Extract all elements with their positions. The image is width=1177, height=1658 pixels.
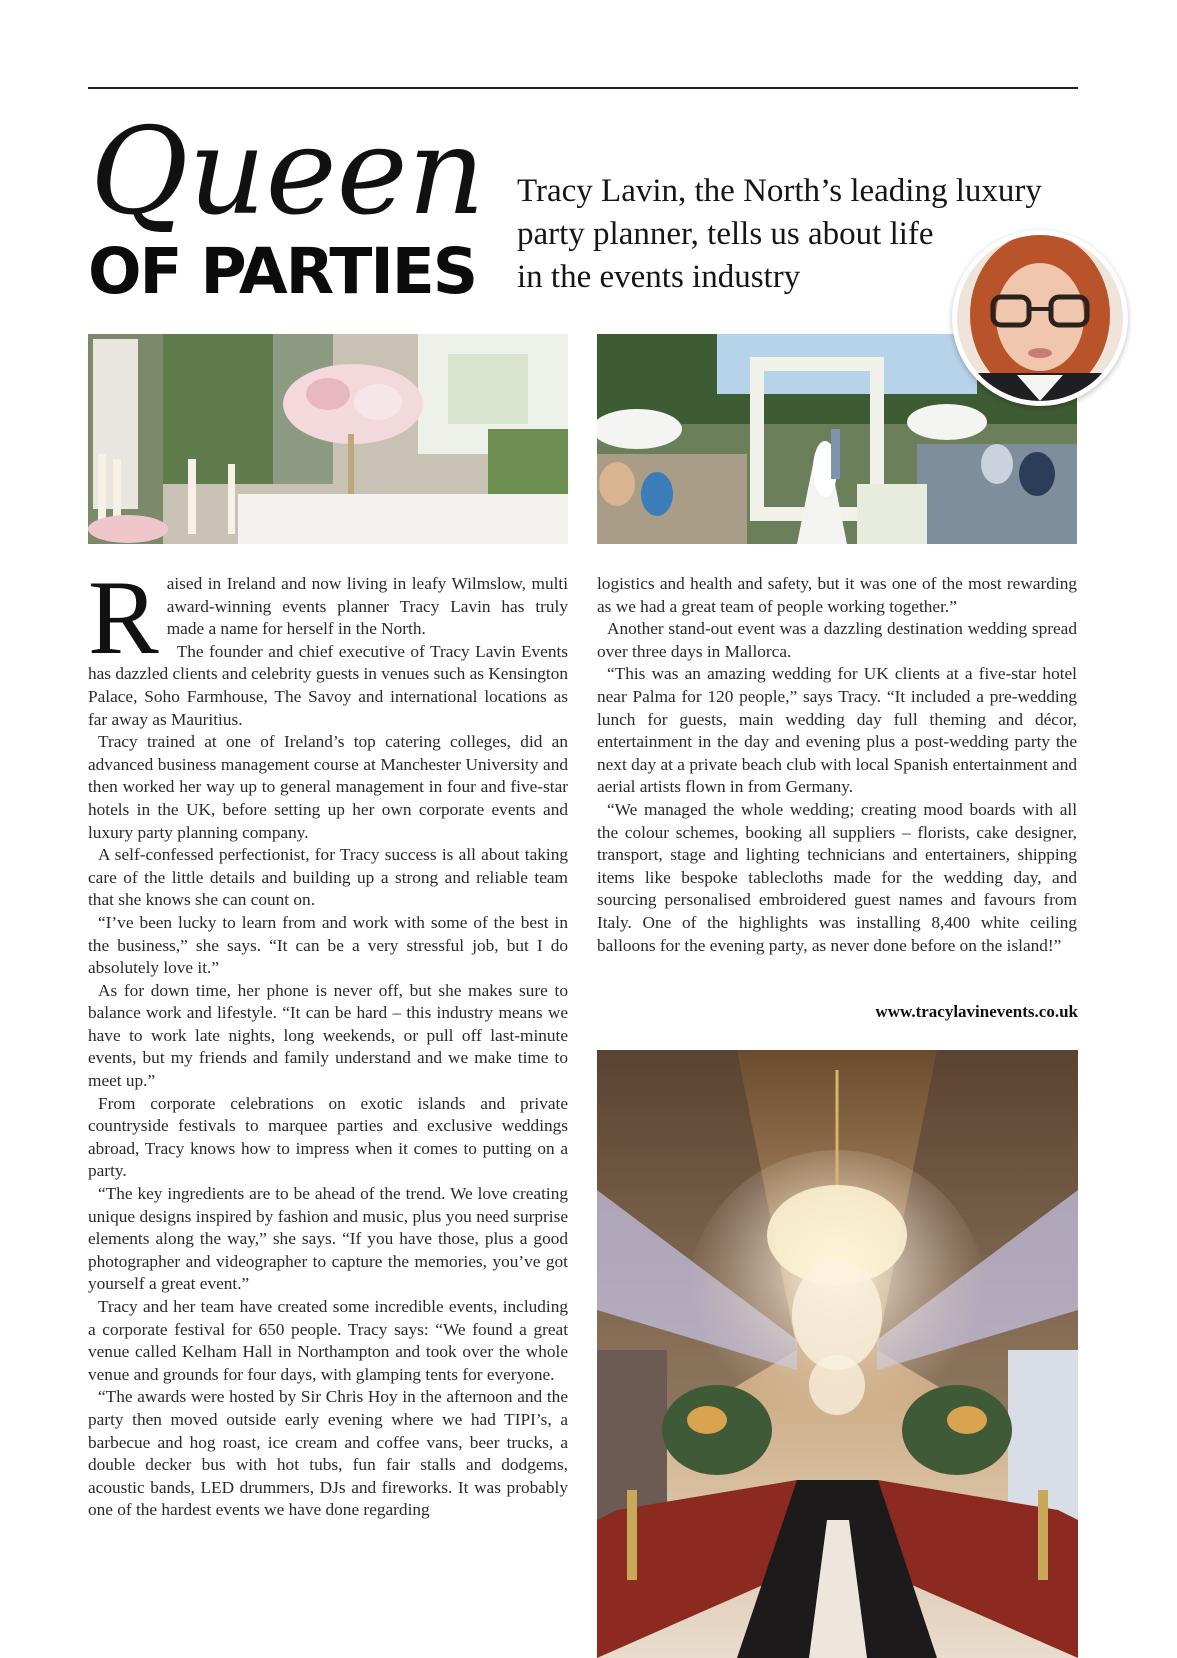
ballroom-photo — [597, 1050, 1078, 1658]
page-title: OF PARTIES — [88, 235, 477, 308]
article-column-right — [597, 573, 1077, 957]
article-paragraph: logistics and health and safety, but it was one of the most rewarding as we had a great team of people working together.” — [597, 574, 1077, 616]
table-setting-photo — [88, 334, 568, 544]
drop-cap: R — [88, 559, 159, 676]
article-paragraph: Tracy trained at one of Ireland’s top catering colleges, did an advanced business management course at Manchester University and then worked her way up to general management in four and five-star hotels in the UK, before setting up her own corporate events and luxury party planning company. — [88, 732, 568, 842]
article-paragraph: A self-confessed perfectionist, for Tracy success is all about taking care of the little details and building up a strong and reliable team that she knows she can count on. — [88, 845, 568, 910]
top-rule — [88, 87, 1078, 89]
article-paragraph: From corporate celebrations on exotic islands and private countryside festivals to marquee parties and exclusive weddings abroad, Tracy knows how to impress when it comes to putting on a party. — [88, 1093, 568, 1181]
table-setting-illustration — [88, 334, 568, 544]
article-paragraph: “We managed the whole wedding; creating mood boards with all the colour schemes, booking all suppliers – florists, cake designer, transport, stage and lighting technicians and entertainers, shipping items like bespoke tablecloths made for the wedding day, and sourcing personalised embroidered guest names and favours from Italy. One of the highlights was installing 8,400 white ceiling balloons for the evening party, as never done before on the island!” — [597, 799, 1077, 955]
article-paragraph: Another stand-out event was a dazzling destination wedding spread over three days in Mallorca. — [597, 619, 1077, 661]
article-paragraph: Tracy and her team have created some incredible events, including a corporate festival for 650 people. Tracy says: “We found a great venue called Kelham Hall in Northampton and took over the whole venue and grounds for four days, with glamping tents for everyone. — [88, 1297, 568, 1384]
article-paragraph: “I’ve been lucky to learn from and work with some of the best in the business,” she says. “It can be a very stressful job, but I do absolutely love it.” — [88, 912, 568, 978]
article-paragraph: “The awards were hosted by Sir Chris Hoy in the afternoon and the party then moved outside early evening where we had TIPI’s, a barbecue and hog roast, ice cream and coffee vans, beer trucks, a double decker bus with hot tubs, fun fair stalls and dodgems, acoustic bands, LED drummers, DJs and fireworks. It was probably one of the hardest events we have done regarding — [88, 1387, 568, 1520]
article-column-left — [88, 559, 568, 1522]
ballroom-illustration — [597, 1050, 1078, 1658]
strapline-line: Tracy Lavin, the North’s leading luxury — [517, 173, 1042, 209]
article-paragraph: “This was an amazing wedding for UK clients at a five-star hotel near Palma for 120 people,” says Tracy. “It included a pre-wedding lunch for guests, main wedding day full theming and décor, entertainment in the day and evening plus a post-wedding party the next day at a private beach club with local Spanish entertainment and aerial artists flown in from Germany. — [597, 664, 1077, 797]
portrait-illustration — [957, 235, 1123, 401]
article-paragraph: The founder and chief executive of Tracy Lavin Events has dazzled clients and celebrity guests in venues such as Kensington Palace, Soho Farmhouse, The Savoy and international locations as far away as Mauritius. — [88, 641, 568, 729]
article-paragraph: Raised in Ireland and now living in leafy Wilmslow, multi award-winning events planner Tracy Lavin has truly made a name for herself in the North. — [88, 559, 568, 676]
article-paragraph: As for down time, her phone is never off, but she makes sure to balance work and lifestyle. “It can be hard – this industry means we have to work late nights, long weekends, or pull off last-minute events, but my friends and family understand and we make time to meet up.” — [88, 980, 568, 1091]
script-title-text: Queen — [90, 103, 485, 242]
strapline-line: party planner, tells us about life — [517, 216, 934, 252]
author-portrait — [952, 230, 1128, 406]
article-paragraph: “The key ingredients are to be ahead of the trend. We love creating unique designs inspired by fashion and music, plus you need surprise elements along the way,” she says. “If you have those, plus a good photographer and videographer to capture the memories, you’ve got yourself a great event.” — [88, 1184, 568, 1294]
website-link[interactable]: www.tracylavinevents.co.uk — [875, 1002, 1078, 1021]
strapline-line: in the events industry — [517, 259, 801, 295]
